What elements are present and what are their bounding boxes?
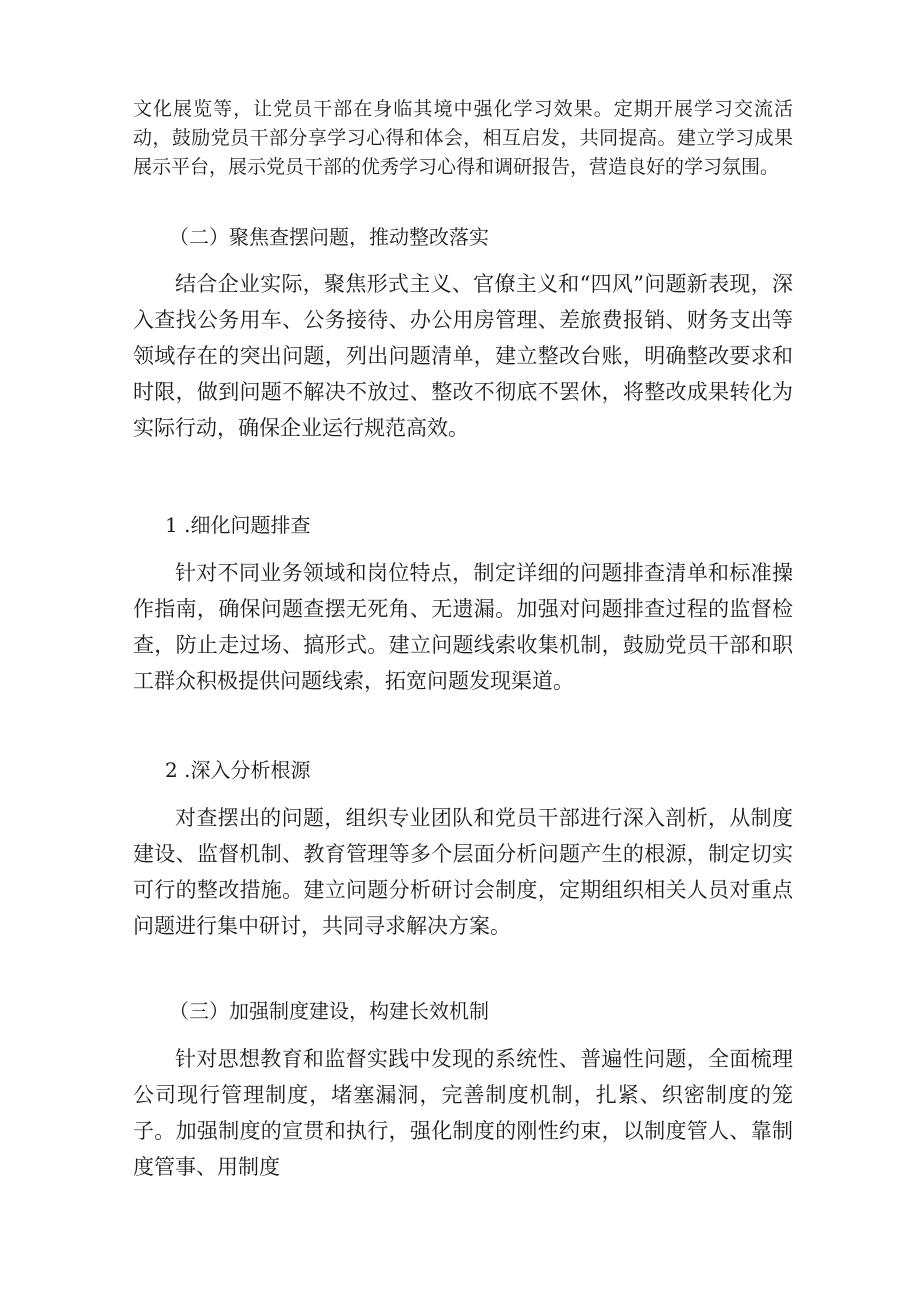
section-heading-2: （二）聚焦查摆问题，推动整改落实 bbox=[169, 225, 489, 249]
paragraph-refine-check: 针对不同业务领域和岗位特点，制定详细的问题排查清单和标准操作指南，确保问题查摆无死角、无遗漏。加强对问题排查过程的监督检查，防止走过场、搞形式。建立问题线索收集机制，鼓励党员干部和职工群众积极提供问题线索，拓宽问题发现渠道。 bbox=[133, 561, 793, 693]
subheading-refine-check: 1 .细化问题排查 bbox=[165, 513, 311, 537]
paragraph-study-results: 文化展览等，让党员干部在身临其境中强化学习效果。定期开展学习交流活动，鼓励党员干部分享学习心得和体会，相互启发，共同提高。建立学习成果展示平台，展示党员干部的优秀学习心得和调研报告，营造良好的学习氛围。 bbox=[133, 98, 793, 178]
paragraph-system-building: 针对思想教育和监督实践中发现的系统性、普遍性问题，全面梳理公司现行管理制度，堵塞漏洞，完善制度机制，扎紧、织密制度的笼子。加强制度的宣贯和执行，强化制度的刚性约束，以制度管人、靠制度管事、用制度 bbox=[133, 1047, 793, 1179]
paragraph-analyze-roots: 对查摆出的问题，组织专业团队和党员干部进行深入剖析，从制度建设、监督机制、教育管理等多个层面分析问题产生的根源，制定切实可行的整改措施。建立问题分析研讨会制度，定期组织相关人员对重点问题进行集中研讨，共同寻求解决方案。 bbox=[133, 806, 793, 938]
section-heading-3: （三）加强制度建设，构建长效机制 bbox=[169, 999, 489, 1023]
paragraph-find-problems: 结合企业实际，聚焦形式主义、官僚主义和“四风”问题新表现，深入查找公务用车、公务接待、办公用房管理、差旅费报销、财务支出等领域存在的突出问题，列出问题清单，建立整改台账，明确整改要求和时限，做到问题不解决不放过、整改不彻底不罢休，将整改成果转化为实际行动，确保企业运行规范高效。 bbox=[133, 272, 793, 440]
subheading-analyze-roots: 2 .深入分析根源 bbox=[165, 758, 311, 782]
